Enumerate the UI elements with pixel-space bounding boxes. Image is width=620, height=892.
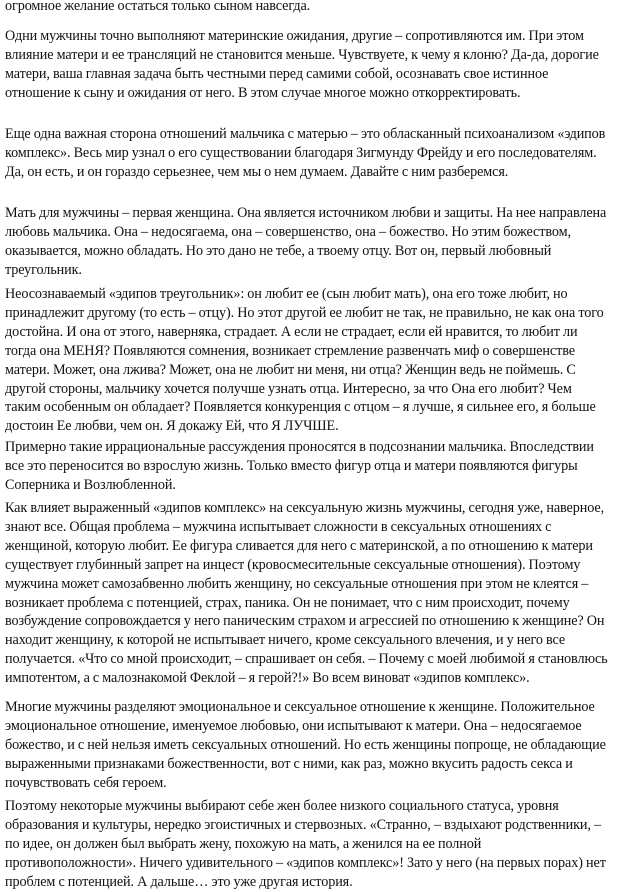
- paragraph-3: Еще одна важная сторона отношений мальчика с матерью – это обласканный психоанализом «эдипов комплекс». Весь мир узнал о его существовании благодаря Зигмунду Фрейду и его последователям. Да, он есть, и он гораздо серьезнее, чем мы о нем думаем. Давайте с ним разберемся.: [5, 126, 606, 180]
- paragraph-1: огромное желание остаться только сыном навсегда.: [5, 0, 311, 14]
- paragraph-5: Неосознаваемый «эдипов треугольник»: он любит ее (сын любит мать), она его тоже любит, но принадлежит другому (то есть – отцу). Но этот другой ее любит не так, не правильно, не как она того достойна. И она от этого, наверняка, страдает. А если не страдает, если ей нравится, то любит ли тогда она МЕНЯ? Появляются сомнения, возникает стремление развенчать миф о совершенстве матери. Может, она лжива? Может, она не любит ни меня, ни отца? Женщин ведь не поймешь. С другой стороны, мальчику хочется получше узнать отца. Интересно, за что Она его любит? Чем таким особенным он обладает? Появляется конкуренция с отцом – я лучше, я сильнее его, я больше достоин Ее любви, чем он. Я докажу Ей, что Я ЛУЧШЕ.: [5, 286, 604, 435]
- paragraph-7: Как влияет выраженный «эдипов комплекс» на сексуальную жизнь мужчины, сегодня уже, наверное, знают все. Общая проблема – мужчина испытывает сложности в сексуальных отношениях с женщиной, которую любит. Ее фигура сливается для него с материнской, а по отношению к матери существует глубинный запрет на инцест (кровосмесительные сексуальные отношения). Поэтому мужчина может самозабвенно любить женщину, но сексуальные отношения при этом не клеятся – возникает проблема с потенцией, страх, паника. Он не понимает, что с ним происходит, почему возбуждение сопровождается у него паническим страхом и агрессией по отношению к женщине? Он находит женщину, к которой не испытывает ничего, кроме сексуального влечения, и у него все получается. «Что со мной происходит, – спрашивает он себя. – Почему с моей любимой я становлюсь импотентом, а с малознакомой Феклой – я герой?!» Во всем виноват «эдипов комплекс».: [5, 500, 608, 687]
- paragraph-9: Поэтому некоторые мужчины выбирают себе жен более низкого социального статуса, уровня образования и культуры, нередко эгоистичных и стервозных. «Странно, – вздыхают родственники, – по идее, он должен был выбрать жену, похожую на мать, а женился на ее полной противоположности». Ничего удивительного – «эдипов комплекс»! Зато у него (на первых порах) нет проблем с потенцией. А дальше… это уже другая история.: [5, 798, 606, 890]
- paragraph-2: Одни мужчины точно выполняют материнские ожидания, другие – сопротивляются им. При этом влияние матери и ее трансляций не становится меньше. Чувствуете, к чему я клоню? Да-да, дорогие матери, ваша главная задача быть честными перед самими собой, осознавать свое истинное отношение к сыну и ожидания от него. В этом случае многое можно откорректировать.: [5, 28, 599, 101]
- paragraph-4: Мать для мужчины – первая женщина. Она является источником любви и защиты. На нее направлена любовь мальчика. Она – недосягаема, она – совершенство, она – божество. Но этим божеством, оказывается, можно обладать. Но это дано не тебе, а твоему отцу. Вот он, первый любовный треугольник.: [5, 205, 607, 278]
- paragraph-8: Многие мужчины разделяют эмоциональное и сексуальное отношение к женщине. Положительное эмоциональное отношение, именуемое любовью, они испытывают к матери. Она – недосягаемое божество, и с ней нельзя иметь сексуальных отношений. Но есть женщины попроще, не обладающие выраженными признаками божественности, вот с ними, как раз, можно вкусить радость секса и почувствовать себя героем.: [5, 699, 606, 791]
- paragraph-6: Примерно такие иррациональные рассуждения проносятся в подсознании мальчика. Впоследствии все это переносится во взрослую жизнь. Только вместо фигур отца и матери появляются фигуры Соперника и Возлюбленной.: [5, 439, 594, 493]
